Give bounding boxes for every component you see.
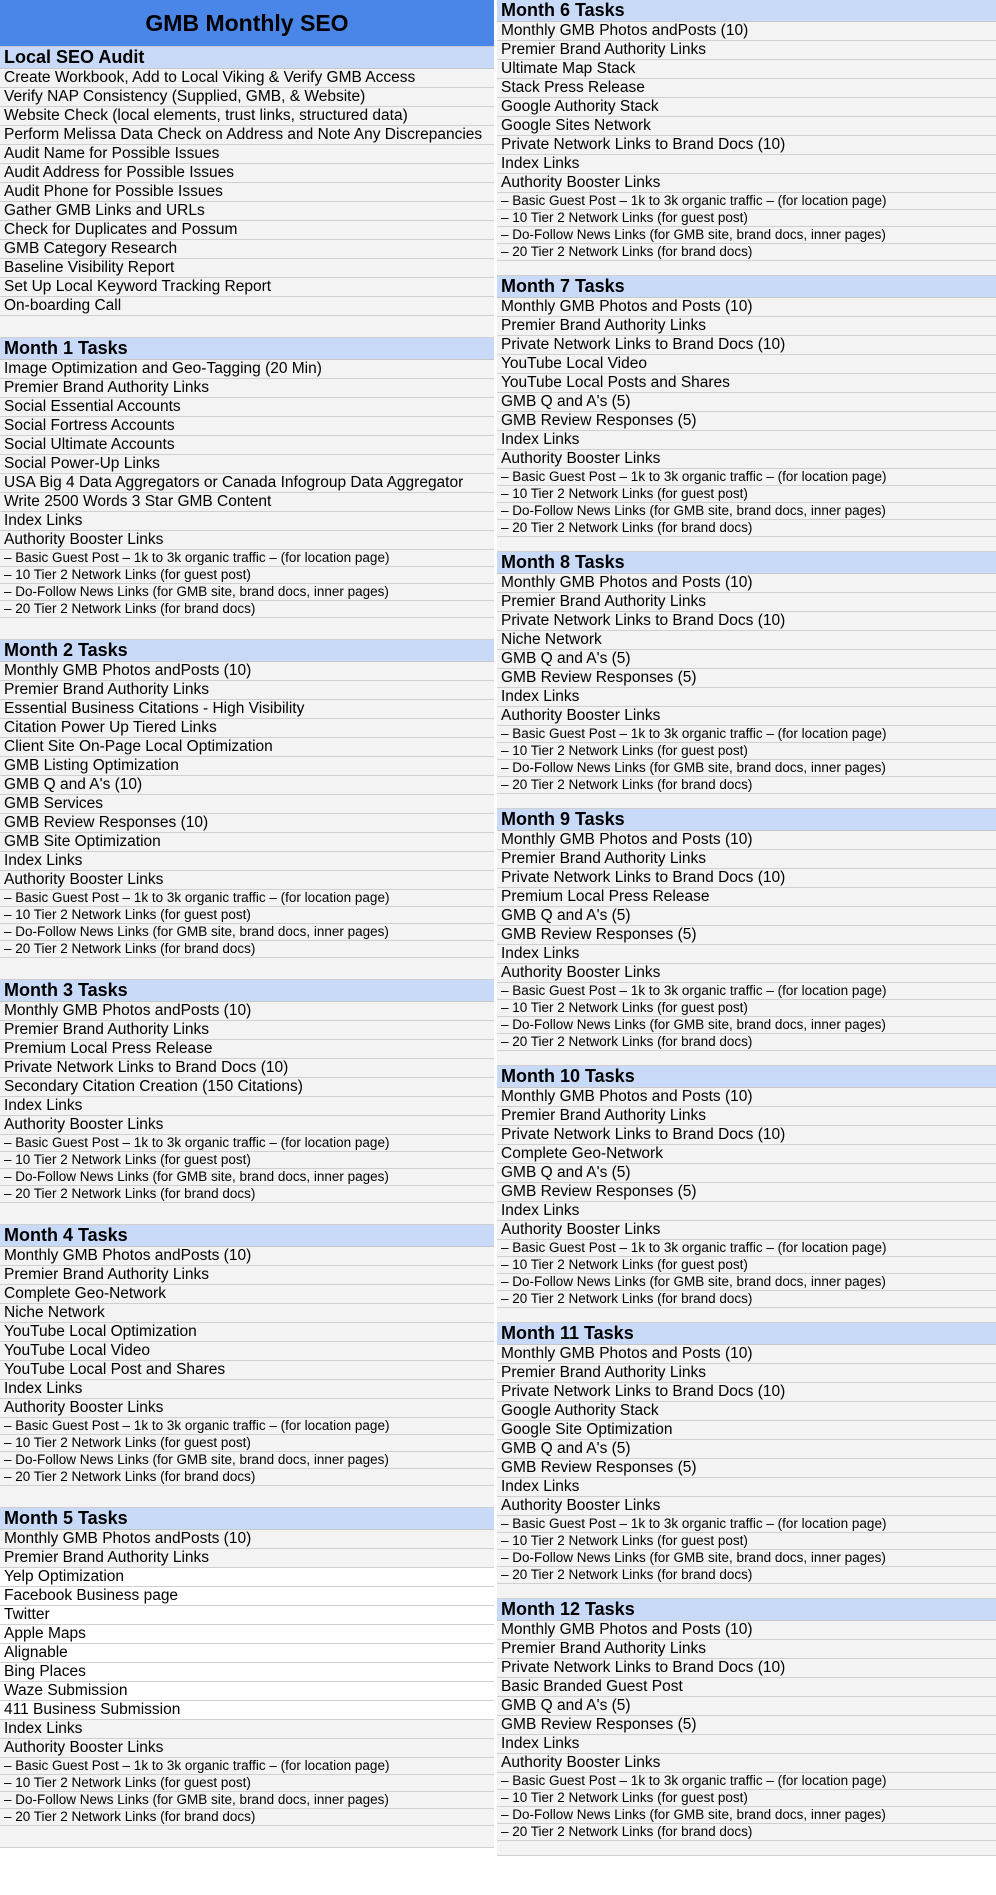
blank-row xyxy=(497,1584,996,1599)
section-month-7-tasks xyxy=(497,276,996,552)
task-row: Essential Business Citations - High Visibility xyxy=(0,700,494,719)
task-row: Private Network Links to Brand Docs (10) xyxy=(497,136,996,155)
section-month-8-tasks xyxy=(497,552,996,809)
task-row: GMB Q and A's (5) xyxy=(497,1164,996,1183)
section-heading: Month 3 Tasks xyxy=(0,980,494,1002)
task-row: Monthly GMB Photos and Posts (10) xyxy=(497,831,996,850)
task-row: Private Network Links to Brand Docs (10) xyxy=(497,1126,996,1145)
task-row: Check for Duplicates and Possum xyxy=(0,221,494,240)
task-row: Index Links xyxy=(497,1202,996,1221)
task-row: On-boarding Call xyxy=(0,297,494,316)
sub-task-row: – 10 Tier 2 Network Links (for guest post) xyxy=(0,1435,494,1452)
task-row: Ultimate Map Stack xyxy=(497,60,996,79)
section-heading: Month 4 Tasks xyxy=(0,1225,494,1247)
section-month-12-tasks xyxy=(497,1599,996,1856)
sub-task-row: – 20 Tier 2 Network Links (for brand docs) xyxy=(497,777,996,794)
blank-row xyxy=(497,1308,996,1323)
task-row: 411 Business Submission xyxy=(0,1701,494,1720)
task-row: GMB Site Optimization xyxy=(0,833,494,852)
task-row: Premier Brand Authority Links xyxy=(497,1640,996,1659)
section-month-1-tasks xyxy=(0,338,494,640)
section-month-11-tasks xyxy=(497,1323,996,1599)
sub-task-row: – Basic Guest Post – 1k to 3k organic traffic – (for location page) xyxy=(497,1240,996,1257)
sheet-title: GMB Monthly SEO xyxy=(0,0,494,47)
task-row: Authority Booster Links xyxy=(497,1497,996,1516)
task-row: Set Up Local Keyword Tracking Report xyxy=(0,278,494,297)
task-row: GMB Q and A's (5) xyxy=(497,650,996,669)
task-row: Authority Booster Links xyxy=(0,871,494,890)
sub-task-row: – 20 Tier 2 Network Links (for brand docs) xyxy=(497,1291,996,1308)
sub-task-row: – 20 Tier 2 Network Links (for brand docs) xyxy=(497,520,996,537)
task-row: Private Network Links to Brand Docs (10) xyxy=(497,1383,996,1402)
task-row: Bing Places xyxy=(0,1663,494,1682)
sub-task-row: – 10 Tier 2 Network Links (for guest post) xyxy=(497,1257,996,1274)
right-column xyxy=(497,0,996,1856)
sub-task-row: – Basic Guest Post – 1k to 3k organic traffic – (for location page) xyxy=(0,1758,494,1775)
sub-task-row: – 10 Tier 2 Network Links (for guest post) xyxy=(0,1775,494,1792)
task-row: Monthly GMB Photos andPosts (10) xyxy=(0,1002,494,1021)
task-row: Audit Phone for Possible Issues xyxy=(0,183,494,202)
blank-row xyxy=(0,316,494,338)
task-row: Monthly GMB Photos andPosts (10) xyxy=(497,22,996,41)
task-row: Authority Booster Links xyxy=(0,1739,494,1758)
section-heading: Month 12 Tasks xyxy=(497,1599,996,1621)
task-row: Index Links xyxy=(497,1478,996,1497)
blank-row xyxy=(497,537,996,552)
section-month-6-tasks xyxy=(497,0,996,276)
task-row: Premium Local Press Release xyxy=(0,1040,494,1059)
task-row: GMB Q and A's (5) xyxy=(497,907,996,926)
task-row: Premier Brand Authority Links xyxy=(0,1266,494,1285)
task-row: Premier Brand Authority Links xyxy=(497,317,996,336)
blank-row xyxy=(497,261,996,276)
task-row: Monthly GMB Photos and Posts (10) xyxy=(497,1345,996,1364)
task-row: Index Links xyxy=(497,688,996,707)
task-row: Authority Booster Links xyxy=(497,964,996,983)
section-month-9-tasks xyxy=(497,809,996,1066)
task-row: Index Links xyxy=(0,512,494,531)
task-row: Alignable xyxy=(0,1644,494,1663)
task-row: Client Site On-Page Local Optimization xyxy=(0,738,494,757)
task-row: Authority Booster Links xyxy=(497,1221,996,1240)
section-heading: Local SEO Audit xyxy=(0,47,494,69)
task-row: Private Network Links to Brand Docs (10) xyxy=(497,336,996,355)
task-row: Create Workbook, Add to Local Viking & Verify GMB Access xyxy=(0,69,494,88)
task-row: GMB Q and A's (10) xyxy=(0,776,494,795)
sub-task-row: – 10 Tier 2 Network Links (for guest post) xyxy=(497,486,996,503)
task-row: Monthly GMB Photos and Posts (10) xyxy=(497,1621,996,1640)
task-row: Private Network Links to Brand Docs (10) xyxy=(497,612,996,631)
task-row: GMB Review Responses (5) xyxy=(497,669,996,688)
sub-task-row: – Do-Follow News Links (for GMB site, brand docs, inner pages) xyxy=(497,1274,996,1291)
sub-task-row: – 20 Tier 2 Network Links (for brand docs) xyxy=(497,1824,996,1841)
task-row: Waze Submission xyxy=(0,1682,494,1701)
task-row: GMB Listing Optimization xyxy=(0,757,494,776)
task-row: Monthly GMB Photos and Posts (10) xyxy=(497,574,996,593)
task-row: Premier Brand Authority Links xyxy=(497,1364,996,1383)
sub-task-row: – 10 Tier 2 Network Links (for guest post) xyxy=(497,210,996,227)
task-row: Audit Address for Possible Issues xyxy=(0,164,494,183)
task-row: Private Network Links to Brand Docs (10) xyxy=(497,1659,996,1678)
task-row: GMB Category Research xyxy=(0,240,494,259)
task-row: Complete Geo-Network xyxy=(0,1285,494,1304)
task-row: Private Network Links to Brand Docs (10) xyxy=(497,869,996,888)
task-row: Google Authority Stack xyxy=(497,1402,996,1421)
task-row: Facebook Business page xyxy=(0,1587,494,1606)
sub-task-row: – 20 Tier 2 Network Links (for brand docs) xyxy=(0,1186,494,1203)
task-row: Secondary Citation Creation (150 Citations) xyxy=(0,1078,494,1097)
section-month-10-tasks xyxy=(497,1066,996,1323)
task-row: Private Network Links to Brand Docs (10) xyxy=(0,1059,494,1078)
section-heading: Month 6 Tasks xyxy=(497,0,996,22)
task-row: Authority Booster Links xyxy=(497,450,996,469)
section-month-4-tasks xyxy=(0,1225,494,1508)
sub-task-row: – 10 Tier 2 Network Links (for guest post) xyxy=(497,1000,996,1017)
sub-task-row: – Basic Guest Post – 1k to 3k organic traffic – (for location page) xyxy=(497,193,996,210)
task-row: Basic Branded Guest Post xyxy=(497,1678,996,1697)
sub-task-row: – 10 Tier 2 Network Links (for guest post) xyxy=(497,743,996,760)
task-row: GMB Review Responses (5) xyxy=(497,926,996,945)
left-column xyxy=(0,0,494,1848)
task-row: Social Ultimate Accounts xyxy=(0,436,494,455)
blank-row xyxy=(0,958,494,980)
blank-row xyxy=(497,1841,996,1856)
task-row: Monthly GMB Photos andPosts (10) xyxy=(0,1530,494,1549)
task-row: Citation Power Up Tiered Links xyxy=(0,719,494,738)
task-row: GMB Review Responses (5) xyxy=(497,1716,996,1735)
task-row: YouTube Local Video xyxy=(0,1342,494,1361)
task-row: Premier Brand Authority Links xyxy=(497,1107,996,1126)
sub-task-row: – Basic Guest Post – 1k to 3k organic traffic – (for location page) xyxy=(0,550,494,567)
task-row: Premier Brand Authority Links xyxy=(497,41,996,60)
task-row: Monthly GMB Photos and Posts (10) xyxy=(497,298,996,317)
sub-task-row: – 10 Tier 2 Network Links (for guest post) xyxy=(0,907,494,924)
task-row: GMB Q and A's (5) xyxy=(497,393,996,412)
task-row: Premier Brand Authority Links xyxy=(0,1021,494,1040)
task-row: YouTube Local Post and Shares xyxy=(0,1361,494,1380)
task-row: USA Big 4 Data Aggregators or Canada Infogroup Data Aggregator xyxy=(0,474,494,493)
task-row: Premier Brand Authority Links xyxy=(497,850,996,869)
section-heading: Month 2 Tasks xyxy=(0,640,494,662)
sub-task-row: – Basic Guest Post – 1k to 3k organic traffic – (for location page) xyxy=(497,726,996,743)
task-row: Authority Booster Links xyxy=(0,531,494,550)
task-row: Monthly GMB Photos and Posts (10) xyxy=(497,1088,996,1107)
task-row: Complete Geo-Network xyxy=(497,1145,996,1164)
sub-task-row: – 20 Tier 2 Network Links (for brand docs) xyxy=(497,1034,996,1051)
sub-task-row: – 20 Tier 2 Network Links (for brand docs) xyxy=(497,1567,996,1584)
section-heading: Month 7 Tasks xyxy=(497,276,996,298)
task-row: Index Links xyxy=(0,852,494,871)
task-row: Index Links xyxy=(497,155,996,174)
task-row: Authority Booster Links xyxy=(497,707,996,726)
sub-task-row: – Do-Follow News Links (for GMB site, brand docs, inner pages) xyxy=(0,584,494,601)
task-row: YouTube Local Optimization xyxy=(0,1323,494,1342)
task-row: Image Optimization and Geo-Tagging (20 Min) xyxy=(0,360,494,379)
task-row: Yelp Optimization xyxy=(0,1568,494,1587)
section-heading: Month 5 Tasks xyxy=(0,1508,494,1530)
task-row: Apple Maps xyxy=(0,1625,494,1644)
task-row: Verify NAP Consistency (Supplied, GMB, & Website) xyxy=(0,88,494,107)
task-row: GMB Q and A's (5) xyxy=(497,1697,996,1716)
blank-row xyxy=(497,1051,996,1066)
sub-task-row: – 20 Tier 2 Network Links (for brand docs) xyxy=(497,244,996,261)
sub-task-row: – 20 Tier 2 Network Links (for brand docs) xyxy=(0,601,494,618)
sub-task-row: – Do-Follow News Links (for GMB site, brand docs, inner pages) xyxy=(0,924,494,941)
task-row: Perform Melissa Data Check on Address and Note Any Discrepancies xyxy=(0,126,494,145)
task-row: Gather GMB Links and URLs xyxy=(0,202,494,221)
task-row: Premier Brand Authority Links xyxy=(497,593,996,612)
section-heading: Month 8 Tasks xyxy=(497,552,996,574)
task-row: GMB Review Responses (10) xyxy=(0,814,494,833)
task-row: Twitter xyxy=(0,1606,494,1625)
blank-row xyxy=(0,1826,494,1848)
task-row: GMB Review Responses (5) xyxy=(497,1183,996,1202)
task-row: Authority Booster Links xyxy=(497,174,996,193)
sub-task-row: – 10 Tier 2 Network Links (for guest post) xyxy=(0,1152,494,1169)
task-row: Monthly GMB Photos andPosts (10) xyxy=(0,662,494,681)
section-heading: Month 11 Tasks xyxy=(497,1323,996,1345)
task-row: Monthly GMB Photos andPosts (10) xyxy=(0,1247,494,1266)
sub-task-row: – Basic Guest Post – 1k to 3k organic traffic – (for location page) xyxy=(497,983,996,1000)
section-heading: Month 10 Tasks xyxy=(497,1066,996,1088)
blank-row xyxy=(0,1203,494,1225)
task-row: Baseline Visibility Report xyxy=(0,259,494,278)
sub-task-row: – 20 Tier 2 Network Links (for brand docs) xyxy=(0,1809,494,1826)
task-row: Niche Network xyxy=(0,1304,494,1323)
task-row: Write 2500 Words 3 Star GMB Content xyxy=(0,493,494,512)
task-row: Premium Local Press Release xyxy=(497,888,996,907)
sub-task-row: – 20 Tier 2 Network Links (for brand docs) xyxy=(0,1469,494,1486)
task-row: Premier Brand Authority Links xyxy=(0,681,494,700)
sub-task-row: – 20 Tier 2 Network Links (for brand docs) xyxy=(0,941,494,958)
task-row: Audit Name for Possible Issues xyxy=(0,145,494,164)
sub-task-row: – Basic Guest Post – 1k to 3k organic traffic – (for location page) xyxy=(497,469,996,486)
sub-task-row: – Do-Follow News Links (for GMB site, brand docs, inner pages) xyxy=(497,760,996,777)
task-row: Index Links xyxy=(0,1720,494,1739)
task-row: Social Essential Accounts xyxy=(0,398,494,417)
section-month-3-tasks xyxy=(0,980,494,1225)
task-row: YouTube Local Video xyxy=(497,355,996,374)
task-row: Website Check (local elements, trust links, structured data) xyxy=(0,107,494,126)
sub-task-row: – Do-Follow News Links (for GMB site, brand docs, inner pages) xyxy=(0,1169,494,1186)
task-row: Index Links xyxy=(0,1380,494,1399)
task-row: Authority Booster Links xyxy=(497,1754,996,1773)
section-month-5-tasks xyxy=(0,1508,494,1848)
blank-row xyxy=(497,794,996,809)
sub-task-row: – 10 Tier 2 Network Links (for guest post) xyxy=(497,1790,996,1807)
sub-task-row: – Do-Follow News Links (for GMB site, brand docs, inner pages) xyxy=(497,1017,996,1034)
sub-task-row: – 10 Tier 2 Network Links (for guest post) xyxy=(0,567,494,584)
task-row: Index Links xyxy=(0,1097,494,1116)
sub-task-row: – Basic Guest Post – 1k to 3k organic traffic – (for location page) xyxy=(497,1516,996,1533)
section-month-2-tasks xyxy=(0,640,494,980)
task-row: YouTube Local Posts and Shares xyxy=(497,374,996,393)
task-row: Index Links xyxy=(497,945,996,964)
task-row: Authority Booster Links xyxy=(0,1399,494,1418)
task-row: Authority Booster Links xyxy=(0,1116,494,1135)
section-heading: Month 1 Tasks xyxy=(0,338,494,360)
task-row: Google Site Optimization xyxy=(497,1421,996,1440)
section-local-seo-audit xyxy=(0,47,494,338)
sub-task-row: – Do-Follow News Links (for GMB site, brand docs, inner pages) xyxy=(497,503,996,520)
task-row: Niche Network xyxy=(497,631,996,650)
task-row: Premier Brand Authority Links xyxy=(0,1549,494,1568)
task-row: Social Fortress Accounts xyxy=(0,417,494,436)
blank-row xyxy=(0,618,494,640)
task-row: Index Links xyxy=(497,1735,996,1754)
sub-task-row: – Do-Follow News Links (for GMB site, brand docs, inner pages) xyxy=(497,1807,996,1824)
blank-row xyxy=(0,1486,494,1508)
task-row: Social Power-Up Links xyxy=(0,455,494,474)
sub-task-row: – Do-Follow News Links (for GMB site, brand docs, inner pages) xyxy=(497,1550,996,1567)
task-row: GMB Services xyxy=(0,795,494,814)
task-row: Index Links xyxy=(497,431,996,450)
task-row: Premier Brand Authority Links xyxy=(0,379,494,398)
sub-task-row: – Basic Guest Post – 1k to 3k organic traffic – (for location page) xyxy=(0,1135,494,1152)
sub-task-row: – Basic Guest Post – 1k to 3k organic traffic – (for location page) xyxy=(0,890,494,907)
task-row: GMB Review Responses (5) xyxy=(497,1459,996,1478)
task-row: Stack Press Release xyxy=(497,79,996,98)
sub-task-row: – Basic Guest Post – 1k to 3k organic traffic – (for location page) xyxy=(497,1773,996,1790)
task-row: GMB Review Responses (5) xyxy=(497,412,996,431)
task-row: Google Authority Stack xyxy=(497,98,996,117)
sub-task-row: – Do-Follow News Links (for GMB site, brand docs, inner pages) xyxy=(497,227,996,244)
section-heading: Month 9 Tasks xyxy=(497,809,996,831)
sub-task-row: – Basic Guest Post – 1k to 3k organic traffic – (for location page) xyxy=(0,1418,494,1435)
sub-task-row: – Do-Follow News Links (for GMB site, brand docs, inner pages) xyxy=(0,1792,494,1809)
task-row: GMB Q and A's (5) xyxy=(497,1440,996,1459)
sub-task-row: – 10 Tier 2 Network Links (for guest post) xyxy=(497,1533,996,1550)
sub-task-row: – Do-Follow News Links (for GMB site, brand docs, inner pages) xyxy=(0,1452,494,1469)
task-row: Google Sites Network xyxy=(497,117,996,136)
